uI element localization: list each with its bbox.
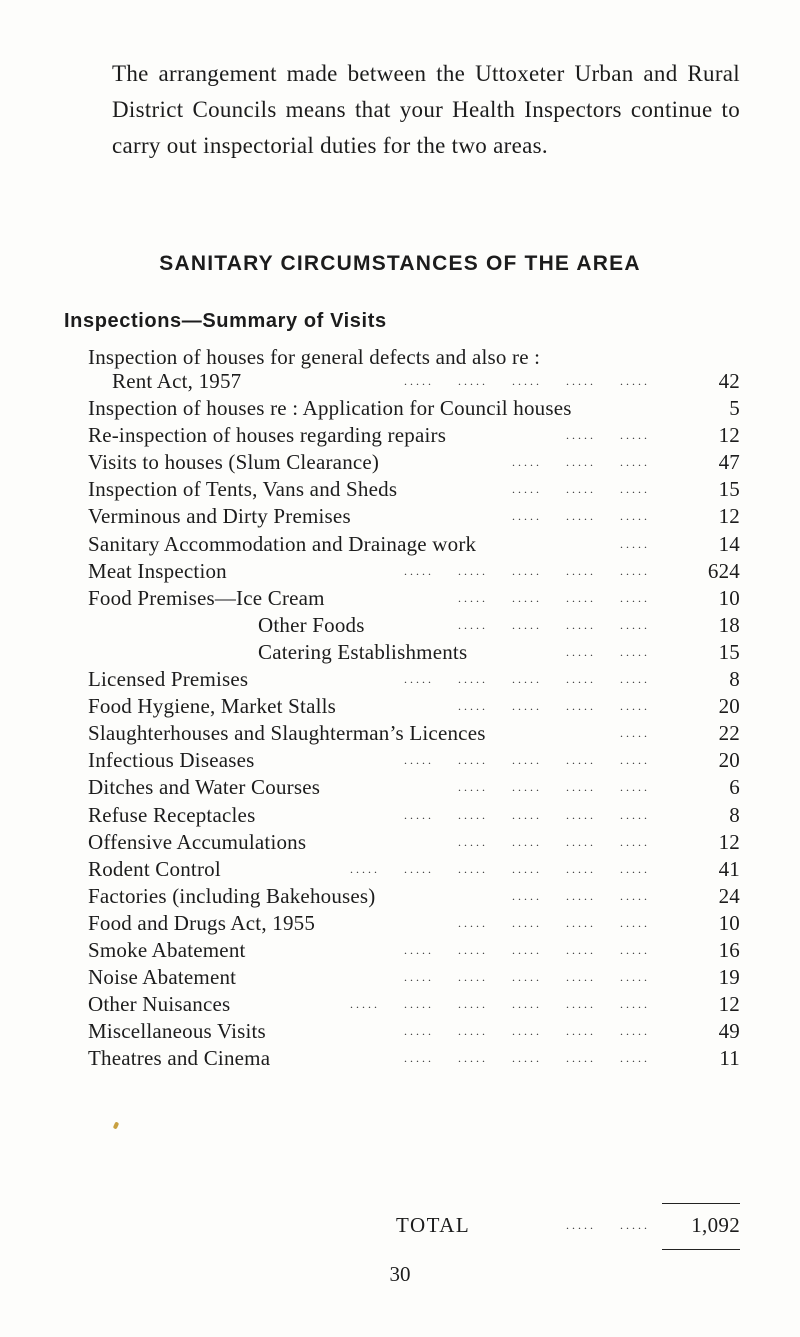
summary-item-label: Re-inspection of houses regarding repairs — [88, 423, 447, 448]
summary-item — [88, 883, 740, 910]
total-value: 1,092 — [691, 1213, 740, 1237]
summary-item — [88, 344, 740, 368]
summary-item — [88, 910, 740, 937]
summary-item-value: 16 — [718, 937, 740, 962]
total-rule-top — [662, 1203, 740, 1204]
summary-item-value: 12 — [718, 992, 740, 1017]
summary-item-label: Ditches and Water Courses — [88, 775, 321, 800]
summary-item-label: Rent Act, 1957 — [112, 369, 242, 393]
summary-item — [88, 558, 740, 585]
summary-item — [88, 747, 740, 774]
summary-item-label: Inspection of houses re : Application for Council houses — [88, 396, 572, 421]
leader-dots: ..... ..... ..... — [512, 482, 650, 497]
summary-item-label: Other Nuisances — [88, 992, 231, 1017]
leader-dots: ..... — [620, 536, 650, 551]
leader-dots: ..... ..... ..... ..... ..... — [404, 1051, 650, 1066]
leader-dots: ..... — [620, 726, 650, 741]
summary-item-value: 22 — [718, 721, 740, 746]
summary-item-label: Visits to houses (Slum Clearance) — [88, 450, 380, 475]
summary-item — [88, 937, 740, 964]
leader-dots: ..... ..... ..... — [512, 509, 650, 524]
summary-item — [88, 503, 740, 530]
leader-dots: ..... ..... ..... ..... ..... — [404, 672, 650, 687]
leader-dots: ..... ..... ..... ..... ..... — [404, 807, 650, 822]
summary-item-value: 624 — [707, 558, 740, 583]
summary-item-label: Infectious Diseases — [88, 748, 255, 773]
summary-item-value: 11 — [719, 1046, 740, 1071]
summary-item-value: 10 — [718, 910, 740, 935]
leader-dots: ..... ..... ..... ..... ..... — [404, 942, 650, 957]
leader-dots: ..... ..... — [566, 1218, 650, 1232]
summary-item — [88, 476, 740, 503]
summary-item-value: 42 — [718, 369, 740, 393]
summary-item — [88, 856, 740, 883]
summary-item-value: 24 — [718, 883, 740, 908]
summary-item-label: Food and Drugs Act, 1955 — [88, 910, 316, 935]
leader-dots: ..... ..... — [566, 428, 650, 443]
summary-item-label: Refuse Receptacles — [88, 802, 256, 827]
summary-item — [88, 991, 740, 1018]
summary-item-value: 14 — [718, 531, 740, 556]
summary-item — [88, 693, 740, 720]
summary-item-value: 47 — [718, 450, 740, 475]
summary-item-value: 10 — [718, 585, 740, 610]
page-number: 30 — [389, 1262, 411, 1286]
leader-dots: ..... ..... ..... ..... ..... ..... — [350, 997, 650, 1012]
summary-item-value: 15 — [718, 477, 740, 502]
summary-item — [88, 639, 740, 666]
summary-item — [88, 666, 740, 693]
summary-item-label: Inspection of houses for general defects and also re : — [88, 345, 541, 369]
summary-item — [88, 802, 740, 829]
summary-item-label: Licensed Premises — [88, 667, 249, 692]
intro-paragraph: The arrangement made between the Uttoxeter Urban and Rural District Councils means that your Health Inspectors continue to carry out inspectorial duties for the two areas. — [112, 61, 740, 158]
summary-item-label: Food Premises—Ice Cream — [88, 585, 325, 610]
summary-item-label: Factories (including Bakehouses) — [88, 883, 376, 908]
summary-item-label: Slaughterhouses and Slaughterman’s Licences — [88, 721, 486, 746]
summary-item-label: Sanitary Accommodation and Drainage work — [88, 531, 477, 556]
total-rule-bottom — [662, 1249, 740, 1250]
leader-dots: ..... ..... ..... ..... ..... — [404, 563, 650, 578]
summary-item-value: 5 — [729, 396, 740, 421]
summary-item — [88, 395, 740, 422]
summary-item-value: 12 — [718, 504, 740, 529]
summary-item-value: 49 — [718, 1019, 740, 1044]
leader-dots: ..... ..... ..... ..... — [458, 617, 650, 632]
summary-item-value: 8 — [729, 802, 740, 827]
leader-dots: ..... ..... ..... ..... ..... — [404, 753, 650, 768]
summary-item-value: 12 — [718, 829, 740, 854]
leader-dots: ..... ..... ..... ..... ..... — [404, 1024, 650, 1039]
leader-dots: ..... ..... ..... — [512, 888, 650, 903]
leader-dots: ..... ..... ..... ..... — [458, 780, 650, 795]
leader-dots: ..... ..... ..... ..... ..... — [404, 374, 650, 388]
summary-item — [88, 531, 740, 558]
summary-item-label: Food Hygiene, Market Stalls — [88, 694, 337, 719]
leader-dots: ..... ..... ..... ..... — [458, 699, 650, 714]
summary-item-label: Inspection of Tents, Vans and Sheds — [88, 477, 398, 502]
summary-item — [88, 964, 740, 991]
section-heading: SANITARY CIRCUMSTANCES OF THE AREA — [159, 252, 641, 275]
summary-item-label: Catering Establishments — [258, 639, 468, 664]
summary-item-label: Noise Abatement — [88, 965, 237, 990]
leader-dots: ..... ..... ..... ..... — [458, 834, 650, 849]
summary-item-value: 8 — [729, 667, 740, 692]
summary-item-value: 15 — [718, 639, 740, 664]
summary-item — [88, 612, 740, 639]
summary-item-label: Theatres and Cinema — [88, 1046, 271, 1071]
summary-item-label: Rodent Control — [88, 856, 221, 881]
summary-item-label: Verminous and Dirty Premises — [88, 504, 351, 529]
leader-dots: ..... ..... ..... ..... ..... ..... — [350, 861, 650, 876]
summary-item — [88, 774, 740, 801]
summary-item — [88, 1045, 740, 1072]
summary-item — [88, 449, 740, 476]
summary-item — [88, 368, 740, 395]
summary-item-value: 19 — [718, 965, 740, 990]
section-subheading: Inspections—Summary of Visits — [64, 310, 387, 332]
summary-item — [88, 585, 740, 612]
summary-item-value: 6 — [729, 775, 740, 800]
leader-dots: ..... ..... ..... — [512, 455, 650, 470]
leader-dots: ..... ..... ..... ..... ..... — [404, 970, 650, 985]
summary-item — [88, 1018, 740, 1045]
summary-item — [88, 422, 740, 449]
summary-item-label: Offensive Accumulations — [88, 829, 307, 854]
summary-item-value: 20 — [718, 748, 740, 773]
summary-item — [88, 829, 740, 856]
summary-item-value: 18 — [718, 612, 740, 637]
visits-summary-list — [88, 344, 740, 1072]
summary-item-label: Smoke Abatement — [88, 937, 246, 962]
summary-item-label: Miscellaneous Visits — [88, 1019, 266, 1044]
leader-dots: ..... ..... ..... ..... — [458, 590, 650, 605]
leader-dots: ..... ..... ..... ..... — [458, 915, 650, 930]
summary-item-label: Meat Inspection — [88, 558, 227, 583]
summary-item — [88, 720, 740, 747]
total-label: TOTAL — [396, 1213, 471, 1237]
summary-item-value: 20 — [718, 694, 740, 719]
summary-item-value: 41 — [718, 856, 740, 881]
summary-item-value: 12 — [718, 423, 740, 448]
summary-item-label: Other Foods — [258, 612, 365, 637]
leader-dots: ..... ..... — [566, 644, 650, 659]
paper-speck — [113, 1121, 120, 1129]
